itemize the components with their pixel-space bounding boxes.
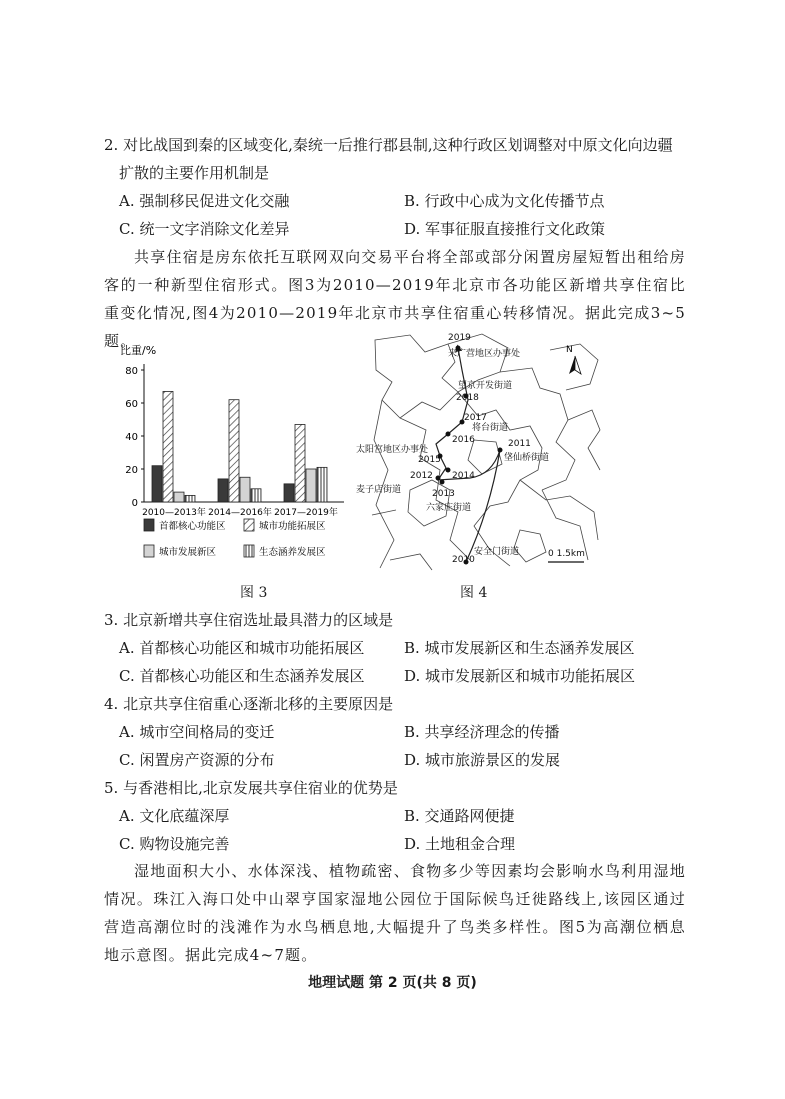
north-arrow-icon	[566, 345, 581, 374]
point-2014	[446, 468, 451, 473]
label-2017: 2017	[464, 413, 487, 423]
bar	[317, 467, 327, 502]
bar	[240, 477, 250, 502]
district-boundary	[372, 510, 396, 515]
legend-swatch	[244, 519, 254, 531]
bar	[251, 489, 261, 502]
scale-bar-label: 0 1.5km	[548, 549, 585, 559]
q2-option-b: B. 行政中心成为文化传播节点	[404, 192, 605, 210]
label-2019: 2019	[448, 333, 471, 343]
bar	[295, 424, 305, 502]
label-liujiayao: 六家庄街道	[426, 503, 472, 513]
legend-label: 城市功能拓展区	[259, 521, 326, 532]
y-tick-label: 20	[125, 465, 138, 476]
legend-label: 首都核心功能区	[159, 521, 226, 532]
q5-option-a: A. 文化底蕴深厚	[119, 807, 230, 825]
y-tick-label: 80	[125, 366, 138, 377]
bar	[163, 391, 173, 502]
figure-3-chart	[110, 340, 350, 575]
label-2013: 2013	[432, 489, 455, 499]
y-tick-label: 60	[125, 399, 138, 410]
q4-option-b: B. 共享经济理念的传播	[404, 723, 560, 741]
point-2011	[498, 448, 503, 453]
district-boundary	[374, 400, 394, 568]
label-2010: 2010	[452, 555, 475, 565]
label-2012: 2012	[410, 471, 433, 481]
q4-option-c: C. 闲置房产资源的分布	[119, 751, 275, 769]
q4-stem: 4. 北京共享住宿重心逐渐北移的主要原因是	[104, 695, 394, 713]
legend-swatch	[244, 545, 254, 557]
point-2013	[440, 480, 445, 485]
label-2014: 2014	[452, 471, 475, 481]
north-label: N	[566, 345, 573, 355]
passage-wetland: 湿地面积大小、水体深浅、植物疏密、食物多少等因素均会影响水鸟利用湿地情况。珠江入海口处中山翠亨国家湿地公园位于国际候鸟迁徙路线上,该园区通过营造高潮位时的浅滩作为水鸟栖息地,大幅提升了鸟类多样性。图5为高潮位栖息地示意图。据此完成4~7题。	[104, 862, 686, 964]
q3-option-b: B. 城市发展新区和生态涵养发展区	[404, 639, 635, 657]
legend-label: 生态涵养发展区	[259, 547, 326, 558]
figure-3-caption: 图 3	[240, 585, 268, 601]
bar	[152, 466, 162, 502]
label-2016: 2016	[452, 435, 475, 445]
label-wangjing: 望京开发街道	[458, 381, 513, 391]
label-taiyanggong: 太阳宫地区办事处	[356, 445, 429, 455]
q2-option-d: D. 军事征服直接推行文化政策	[404, 220, 606, 238]
bar	[185, 495, 195, 502]
page-footer: 地理试题 第 2 页(共 8 页)	[308, 975, 477, 991]
y-axis-label: 比重/%	[120, 344, 157, 357]
bar	[218, 479, 228, 502]
legend-label: 城市发展新区	[159, 547, 217, 558]
bar	[306, 469, 316, 502]
q3-option-d: D. 城市发展新区和城市功能拓展区	[404, 667, 636, 685]
q5-stem: 5. 与香港相比,北京发展共享住宿业的优势是	[104, 779, 398, 797]
y-tick-label: 0	[131, 498, 138, 509]
district-boundary	[514, 530, 546, 562]
district-boundary	[568, 410, 600, 470]
y-tick-label: 40	[125, 432, 138, 443]
label-jiangtai: 将台街道	[472, 423, 509, 433]
q5-option-d: D. 土地租金合理	[404, 835, 516, 853]
q3-option-a: A. 首都核心功能区和城市功能拓展区	[119, 639, 365, 657]
label-laiguangying: 来广营地区办事处	[448, 349, 521, 359]
legend-swatch	[144, 519, 154, 531]
q4-option-d: D. 城市旅游景区的发展	[404, 751, 561, 769]
label-maizidian: 麦子店街道	[356, 485, 402, 495]
district-boundary	[375, 335, 458, 418]
passage-shared-lodging: 共享住宿是房东依托互联网双向交易平台将全部或部分闲置房屋短暂出租给房客的一种新型住宿形式。图3为2010—2019年北京市各功能区新增共享住宿比重变化情况,图4为2010—2019年北京市共享住宿重心转移情况。据此完成3~5题。	[104, 248, 686, 350]
bar	[284, 484, 294, 502]
legend-swatch	[144, 545, 154, 557]
label-2018: 2018	[456, 393, 479, 403]
figure-4-caption: 图 4	[460, 585, 488, 601]
bar	[229, 400, 239, 502]
q5-option-c: C. 购物设施完善	[119, 835, 230, 853]
district-boundary	[520, 480, 598, 540]
district-boundary	[390, 554, 432, 570]
category-label: 2010—2013年	[142, 508, 206, 518]
bar	[174, 492, 184, 502]
label-anzhenmen: 安全门街道	[474, 547, 520, 557]
q2-stem-line1: 2. 对比战国到秦的区域变化,秦统一后推行郡县制,这种行政区划调整对中原文化向边疆	[104, 136, 673, 154]
q2-option-a: A. 强制移民促进文化交融	[119, 192, 290, 210]
q4-option-a: A. 城市空间格局的变迁	[119, 723, 275, 741]
q3-stem: 3. 北京新增共享住宿选址最具潜力的区域是	[104, 611, 394, 629]
q2-option-c: C. 统一文字消除文化差异	[119, 220, 290, 238]
category-label: 2017—2019年	[274, 508, 338, 518]
point-2012	[436, 476, 441, 481]
figure-4-map	[356, 330, 602, 575]
label-2015: 2015	[418, 455, 441, 465]
category-label: 2014—2016年	[208, 508, 272, 518]
q2-stem-line2: 扩散的主要作用机制是	[119, 164, 270, 182]
label-2011: 2011	[508, 439, 531, 449]
q3-option-c: C. 首都核心功能区和生态涵养发展区	[119, 667, 365, 685]
q5-option-b: B. 交通路网便捷	[404, 807, 515, 825]
point-2016	[446, 432, 451, 437]
label-zuoxianqiao: 垡仙桥街道	[504, 453, 550, 463]
